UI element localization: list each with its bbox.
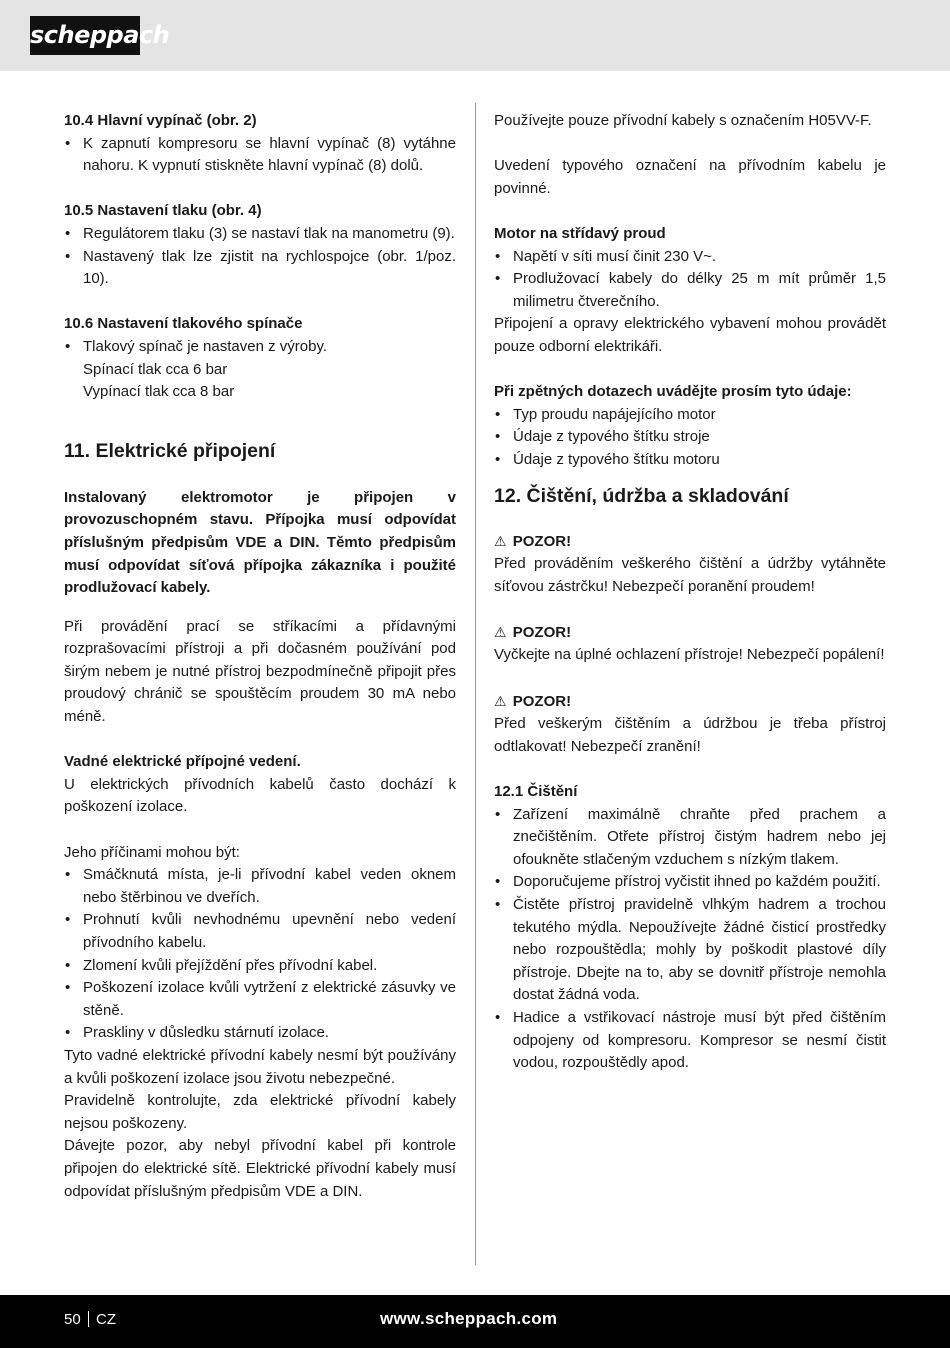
cleaning-list — [494, 804, 886, 1075]
warning-title — [494, 621, 886, 645]
warning-triangle-icon: ⚠ — [494, 623, 507, 640]
page-number: 50 — [64, 1311, 81, 1328]
scheppach-logo: scheppach — [30, 16, 140, 55]
warning-label: POZOR! — [512, 532, 572, 550]
list-item: • Tlakový spínač je nastaven z výroby. — [64, 336, 456, 359]
list-item: • Hadice a vstřikovací nástroje musí být před čištěním odpojeny od kompresoru. Kompresor se nesmí čistit vodou, rozpouštědly apod. — [494, 1007, 886, 1075]
section-12-1-title: 12.1 Čištění — [494, 783, 578, 801]
inspection-note: Pravidelně kontrolujte, zda elektrické přívodní kabely nejsou poškozeny. — [64, 1092, 456, 1132]
connection-notice: Instalovaný elektromotor je připojen v provozuschopném stavu. Přípojka musí odpovídat příslušným předpisům VDE a DIN. Těmto předpisům musí odpovídat síťová přípojka zákazníka i použité prodlužovací kabely. — [64, 488, 456, 597]
inspection-caution: Dávejte pozor, aby nebyl přívodní kabel při kontrole připojen do elektrické sítě. Elektrické přívodní kabely musí odpovídat příslušným předpisům VDE a DIN. — [64, 1137, 456, 1200]
list-item: • Praskliny v důsledku stárnutí izolace. — [64, 1022, 456, 1045]
defect-text: U elektrických přívodních kabelů často dochází k poškození izolace. — [64, 775, 456, 816]
warning-triangle-icon: ⚠ — [494, 692, 507, 709]
page-header — [0, 0, 950, 71]
right-column — [494, 110, 886, 1075]
list-item: • Údaje z typového štítku stroje — [494, 426, 886, 449]
causes-list — [64, 864, 456, 1045]
footer-separator — [88, 1311, 89, 1327]
defect-warning: Tyto vadné elektrické přívodní kabely nesmí být používány a kvůli poškození izolace jsou životu nebezpečné. — [64, 1046, 456, 1087]
section-10-4-title: 10.4 Hlavní vypínač (obr. 2) — [64, 112, 257, 129]
causes-intro: Jeho příčinami mohou být: — [64, 843, 240, 861]
warning-text: Před prováděním veškerého čištění a údržby vytáhněte síťovou zástrčku! Nebezpečí poranění proudem! — [494, 555, 886, 595]
section-11-heading: 11. Elektrické připojení — [64, 439, 276, 462]
left-column — [64, 110, 456, 1203]
list-item: • Napětí v síti musí činit 230 V~. — [494, 246, 886, 269]
section-10-6-title: 10.6 Nastavení tlakového spínače — [64, 315, 303, 333]
warning-label: POZOR! — [512, 692, 572, 710]
defect-title: Vadné elektrické přípojné vedení. — [64, 753, 301, 771]
warning-label: POZOR! — [512, 623, 572, 641]
section-10-5-list — [64, 223, 456, 291]
section-10-6-list — [64, 336, 456, 359]
ac-motor-title: Motor na střídavý proud — [494, 224, 666, 242]
section-12-heading: 12. Čištění, údržba a skladování — [494, 484, 789, 507]
list-item: • Typ proudu napájejícího motor — [494, 404, 886, 427]
cable-type-text: Používejte pouze přívodní kabely s označením H05VV-F. — [494, 112, 872, 129]
list-item: • Zařízení maximálně chraňte před prachem a znečištěním. Otřete přístroj čistým hadrem nebo jej ofoukněte stlačeným vzduchem s nízkým tlakem. — [494, 804, 886, 872]
list-item: • Údaje z typového štítku motoru — [494, 449, 886, 472]
warning-triangle-icon: ⚠ — [494, 532, 507, 549]
type-designation-text: Uvedení typového označení na přívodním kabelu je povinné. — [494, 157, 886, 197]
list-item: • Zlomení kvůli přejíždění přes přívodní kabel. — [64, 955, 456, 978]
switch-off-pressure: Vypínací tlak cca 8 bar — [83, 383, 235, 401]
warning-title — [494, 690, 886, 714]
list-item: • Čistěte přístroj pravidelně vlhkým hadrem a trochou tekutého mýdla. Nepoužívejte žádné čisticí prostředky nebo rozpouštědla; mohly by poškodit plastové díly přístroje. Dbejte na to, aby se dovnitř přístroje nemohla dostat žádná voda. — [494, 894, 886, 1007]
page-footer — [0, 1295, 950, 1348]
language-code: CZ — [96, 1311, 116, 1328]
query-title: Při zpětných dotazech uvádějte prosím tyto údaje: — [494, 383, 852, 401]
electrician-note: Připojení a opravy elektrického vybavení mohou provádět pouze odborní elektrikáři. — [494, 315, 886, 355]
website-link[interactable]: www.scheppach.com — [380, 1309, 558, 1328]
switch-on-pressure: Spínací tlak cca 6 bar — [83, 360, 228, 378]
list-item: • Poškození izolace kvůli vytržení z elektrické zásuvky ve stěně. — [64, 977, 456, 1022]
section-10-4-list — [64, 133, 456, 178]
list-item: • Smáčknutá místa, je-li přívodní kabel veden oknem nebo štěrbinou ve dveřích. — [64, 864, 456, 909]
warning-title — [494, 530, 886, 554]
column-divider — [475, 103, 476, 1265]
list-item: • Doporučujeme přístroj vyčistit ihned po každém použití. — [494, 871, 886, 894]
list-item: • Prohnutí kvůli nevhodnému upevnění nebo vedení přívodního kabelu. — [64, 909, 456, 954]
list-item: • Regulátorem tlaku (3) se nastaví tlak na manometru (9). — [64, 223, 456, 246]
list-item: • Nastavený tlak lze zjistit na rychlospojce (obr. 1/poz. 10). — [64, 246, 456, 291]
section-10-5-title: 10.5 Nastavení tlaku (obr. 4) — [64, 202, 262, 220]
warning-text: Před veškerým čištěním a údržbou je třeba přístroj odtlakovat! Nebezpečí zranění! — [494, 715, 886, 755]
ac-motor-list — [494, 246, 886, 314]
rcd-paragraph: Při provádění prací se stříkacími a přídavnými rozprašovacími přístroji a při dočasném používání pod širým nebem je nutné přístroj bezpodmínečně připojit přes proudový chránič se spouštěcím proudem 30 mA nebo méně. — [64, 617, 456, 726]
warning-text: Vyčkejte na úplné ochlazení přístroje! Nebezpečí popálení! — [494, 646, 885, 664]
list-item: • K zapnutí kompresoru se hlavní vypínač (8) vytáhne nahoru. K vypnutí stiskněte hlavní vypínač (8) dolů. — [64, 133, 456, 178]
list-item: • Prodlužovací kabely do délky 25 m mít průměr 1,5 milimetru čtverečního. — [494, 268, 886, 313]
query-list — [494, 404, 886, 472]
